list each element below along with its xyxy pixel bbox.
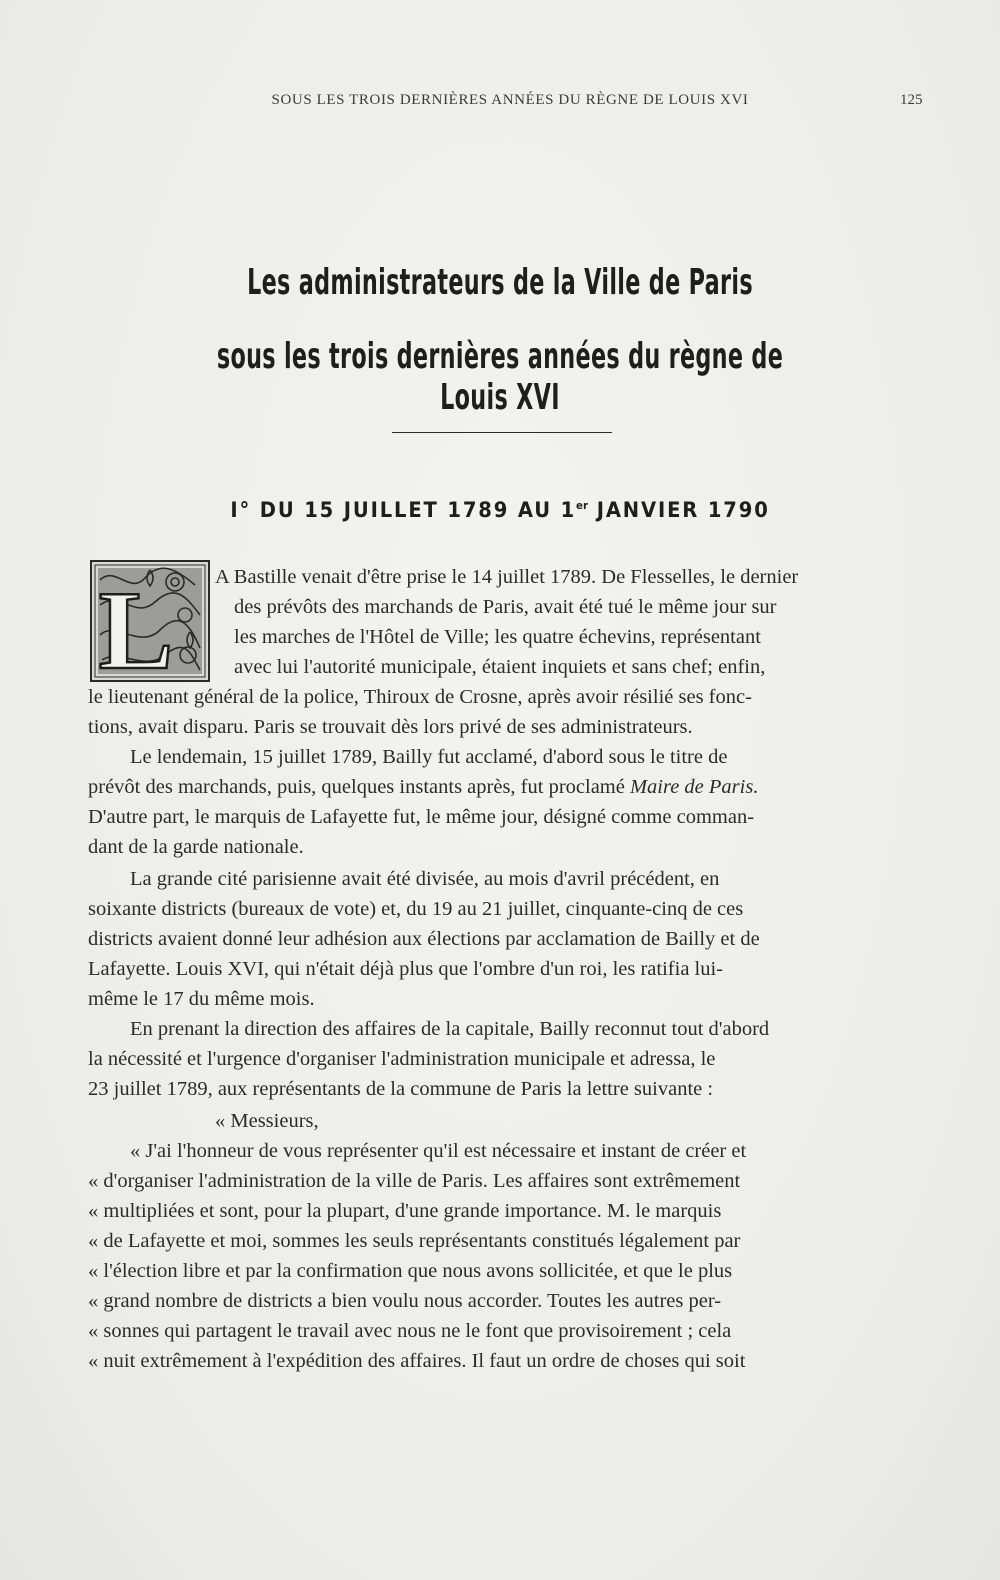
- section-heading-text: DU 15 JUILLET 1789 AU 1: [259, 498, 577, 522]
- section-heading-superscript: er: [576, 499, 589, 512]
- paragraph-3-line-4: Lafayette. Louis XVI, qui n'était déjà plus que l'ombre d'un roi, les ratifia lui-: [88, 958, 724, 980]
- paragraph-3-line-5: même le 17 du même mois.: [88, 988, 315, 1010]
- paragraph-2-line-3: D'autre part, le marquis de Lafayette fut, le même jour, désigné comme comman-: [88, 806, 755, 828]
- paragraph-3-line-2: soixante districts (bureaux de vote) et, du 19 au 21 juillet, cinquante-cinq de ces: [88, 898, 744, 920]
- paragraph-1-line-3: les marches de l'Hôtel de Ville; les quatre échevins, représentant: [234, 626, 761, 648]
- maire-de-paris-italic: Maire de Paris.: [629, 776, 759, 798]
- paragraph-4-line-3: 23 juillet 1789, aux représentants de la commune de Paris la lettre suivante :: [88, 1078, 714, 1100]
- paragraph-2-line-4: dant de la garde nationale.: [88, 836, 304, 858]
- chapter-title-line-2: sous les trois dernières années du règne de Louis XVI: [216, 336, 784, 418]
- letter-line-5: « l'élection libre et par la confirmation que nous avons sollicitée, et que le plus: [88, 1260, 733, 1282]
- ornamental-dropcap-l-icon: [90, 560, 210, 682]
- paragraph-1-line-5: le lieutenant général de la police, Thiroux de Crosne, après avoir résilié ses fonc-: [88, 686, 752, 708]
- running-header: SOUS LES TROIS DERNIÈRES ANNÉES DU RÈGNE DE LOUIS XVI: [271, 92, 749, 108]
- paragraph-4-line-2: la nécessité et l'urgence d'organiser l'administration municipale et adressa, le: [88, 1048, 716, 1070]
- paragraph-3-line-1: La grande cité parisienne avait été divisée, au mois d'avril précédent, en: [130, 868, 720, 890]
- section-heading: [35, 498, 965, 522]
- paragraph-2-line-1: Le lendemain, 15 juillet 1789, Bailly fut acclamé, d'abord sous le titre de: [130, 746, 728, 768]
- letter-salutation: « Messieurs,: [215, 1110, 319, 1132]
- section-number: I°: [230, 498, 252, 522]
- dropcap-letter: L: [98, 569, 174, 682]
- paragraph-2-line-2-text: prévôt des marchands, puis, quelques instants après, fut proclamé: [88, 776, 630, 798]
- title-divider-rule: [392, 432, 612, 433]
- letter-line-7: « sonnes qui partagent le travail avec nous ne le font que provisoirement ; cela: [88, 1320, 732, 1342]
- paragraph-1-line-2: des prévôts des marchands de Paris, avait été tué le même jour sur: [234, 596, 777, 618]
- letter-line-2: « d'organiser l'administration de la ville de Paris. Les affaires sont extrêmement: [88, 1170, 741, 1192]
- paragraph-1-line-4: avec lui l'autorité municipale, étaient inquiets et sans chef; enfin,: [234, 656, 766, 678]
- paragraph-1-line-6: tions, avait disparu. Paris se trouvait dès lors privé de ses administrateurs.: [88, 716, 693, 738]
- paragraph-2-line-2: [88, 776, 758, 799]
- letter-line-8: « nuit extrêmement à l'expédition des affaires. Il faut un ordre de choses qui soit: [88, 1350, 746, 1372]
- chapter-title-line-1: Les administrateurs de la Ville de Paris: [247, 262, 753, 303]
- letter-line-1: « J'ai l'honneur de vous représenter qu'il est nécessaire et instant de créer et: [130, 1140, 747, 1162]
- letter-line-6: « grand nombre de districts a bien voulu nous accorder. Toutes les autres per-: [88, 1290, 722, 1312]
- letter-line-3: « multipliées et sont, pour la plupart, d'une grande importance. M. le marquis: [88, 1200, 722, 1222]
- section-heading-end: JANVIER 1790: [596, 498, 770, 522]
- paragraph-3-line-3: districts avaient donné leur adhésion aux élections par acclamation de Bailly et de: [88, 928, 760, 950]
- page-number: 125: [900, 92, 923, 108]
- paragraph-4-line-1: En prenant la direction des affaires de la capitale, Bailly reconnut tout d'abord: [130, 1018, 770, 1040]
- letter-line-4: « de Lafayette et moi, sommes les seuls représentants constitués légalement par: [88, 1230, 741, 1252]
- paragraph-1-line-1: A Bastille venait d'être prise le 14 juillet 1789. De Flesselles, le dernier: [215, 566, 799, 588]
